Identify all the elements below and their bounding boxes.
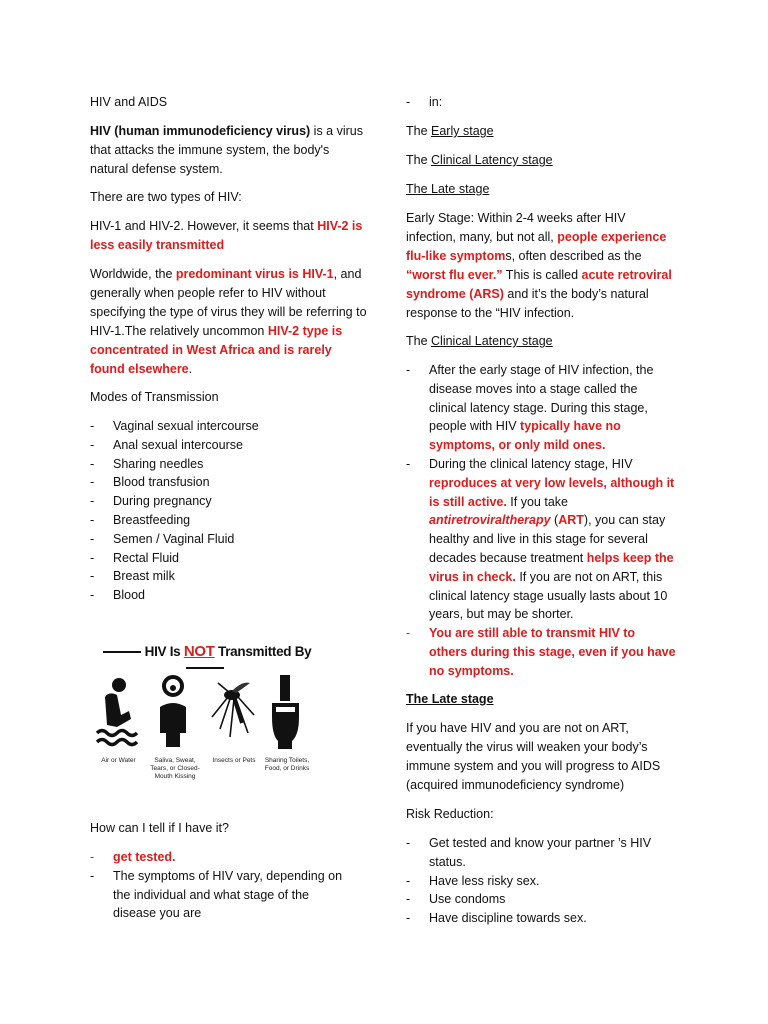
list-item: - Blood transfusion xyxy=(90,473,365,492)
title-rule-right xyxy=(186,667,224,669)
list-item: - Rectal Fluid xyxy=(90,549,365,568)
question-title: How can I tell if I have it? xyxy=(90,821,229,835)
clinical-title-line xyxy=(406,332,553,351)
clin2-highlight-3: ART xyxy=(558,513,584,528)
clin3-highlight: You are still able to transmit HIV to others during this stage, even if you have no symptoms. xyxy=(429,626,676,678)
title-rule-left xyxy=(103,651,141,653)
clin2-text-e: If you are not on ART, this clinical latency stage usually lasts about 10 years, but may be shorter. xyxy=(429,569,668,622)
list-item: - Have less risky sex. xyxy=(406,872,676,891)
caption-air-water: Air or Water xyxy=(101,757,136,764)
figure-title-not: NOT xyxy=(183,643,215,660)
early-highlight-2: “worst flu ever.” xyxy=(406,268,503,282)
risk-title: Risk Reduction: xyxy=(406,807,494,821)
list-item: - Sharing needles xyxy=(90,455,365,474)
hiv-definition-text: is a virus that attacks the immune system, the body's natural defense system. xyxy=(90,124,363,176)
list-item: - in: xyxy=(406,93,442,112)
stage-clinical-link: Clinical Latency stage xyxy=(431,153,553,167)
early-text-d: and it’s the body’s natural response to the “HIV infection. xyxy=(406,287,649,320)
late-paragraph: If you have HIV and you are not on ART, eventually the virus will weaken your body’s immune system and you will progress to AIDS (acquired immunodeficiency syndrome) xyxy=(406,721,661,792)
get-tested-text: get tested. xyxy=(113,850,176,864)
list-item xyxy=(406,624,676,680)
clinical-title: Clinical Latency stage xyxy=(431,334,553,348)
types-intro: There are two types of HIV: xyxy=(90,190,242,204)
clin1-highlight: typically have no symptoms, or only mild ones. xyxy=(429,419,621,453)
stage-early-link: Early stage xyxy=(431,124,494,138)
worldwide-text-a: Worldwide, the xyxy=(90,267,176,281)
clin2-highlight-1: reproduces at very low levels, although it is still active. xyxy=(429,475,675,509)
hiv-term: HIV (human immunodeficiency virus) xyxy=(90,124,311,138)
not-transmitted-figure xyxy=(90,635,320,785)
toilet-icon xyxy=(268,673,303,751)
early-highlight-1: people experience flu-like symptom xyxy=(406,230,667,263)
early-highlight-3: acute retroviral syndrome (ARS) xyxy=(406,268,672,301)
clin2-text-a: During the clinical latency stage, HIV xyxy=(429,456,633,471)
doc-title: HIV and AIDS xyxy=(90,95,168,109)
worldwide-paragraph xyxy=(90,265,368,379)
stage-clinical-line xyxy=(406,151,553,170)
early-stage-paragraph xyxy=(406,209,676,323)
caption-saliva: Saliva, Sweat, Tears, or Closed-Mouth Kissing xyxy=(150,757,200,780)
figure-title-b: Transmitted By xyxy=(214,644,312,659)
list-item: - Have discipline towards sex. xyxy=(406,909,676,928)
figure-title-a: HIV Is xyxy=(144,644,184,659)
list-item: - The symptoms of HIV vary, depending on the individual and what stage of the disease you are xyxy=(90,867,355,923)
list-item xyxy=(406,361,676,455)
hiv-definition xyxy=(90,122,365,179)
list-item: - Anal sexual intercourse xyxy=(90,436,365,455)
list-item: - Blood xyxy=(90,586,365,605)
list-item: - Breast milk xyxy=(90,567,365,586)
person-icon xyxy=(156,675,191,750)
top-list xyxy=(406,93,442,112)
swimming-icon xyxy=(95,675,140,750)
clin2-text-b: If you take xyxy=(506,494,568,509)
worldwide-text-c: . xyxy=(188,362,193,376)
worldwide-text-b: , and generally when people refer to HIV without specifying the type of virus they will be referring to HIV-1.The relatively uncommon xyxy=(90,267,367,338)
worldwide-highlight-1: predominant virus is HIV-1 xyxy=(175,267,334,281)
list-item: - Vaginal sexual intercourse xyxy=(90,417,365,436)
stage-late-line: The Late stage xyxy=(406,182,490,196)
stage-early-line xyxy=(406,122,494,141)
early-text-c: This is called xyxy=(502,268,582,282)
clinical-list xyxy=(406,361,676,681)
figure-title xyxy=(90,643,320,675)
caption-insects: Insects or Pets xyxy=(212,757,256,764)
clin2-highlight-4: helps keep the virus in check. xyxy=(429,550,674,584)
modes-title: Modes of Transmission xyxy=(90,390,219,404)
list-item: - Breastfeeding xyxy=(90,511,365,530)
list-item xyxy=(406,455,676,624)
modes-list xyxy=(90,417,365,605)
late-title: The Late stage xyxy=(406,692,494,706)
question-list xyxy=(90,848,355,923)
clin2-highlight-2: antiretroviraltherapy xyxy=(429,513,551,528)
early-text-a: Early Stage: Within 2-4 weeks after HIV infection, many, but not all, xyxy=(406,211,626,244)
types-text: HIV-1 and HIV-2. However, it seems that xyxy=(90,219,318,233)
list-item: - Get tested and know your partner ’s HIV status. xyxy=(406,834,676,872)
worldwide-highlight-2: HIV-2 type is concentrated in West Africa and is rarely found elsewhere xyxy=(90,324,343,376)
caption-sharing: Sharing Toilets, Food, or Drinks xyxy=(264,757,310,772)
clin1-text: After the early stage of HIV infection, the disease moves into a stage called the clinical latency stage. During this stage, people with HIV xyxy=(429,363,654,434)
stage-prefix: The xyxy=(406,124,432,138)
risk-list xyxy=(406,834,676,928)
mosquito-icon xyxy=(208,677,258,747)
list-item xyxy=(90,848,355,867)
stage-prefix: The xyxy=(406,334,432,348)
list-item: - During pregnancy xyxy=(90,492,365,511)
list-item: - Semen / Vaginal Fluid xyxy=(90,530,365,549)
clin2-text-c: ( xyxy=(550,513,559,528)
clin2-text-d: ), you can stay healthy and live in this stage for several decades because treatment xyxy=(429,513,666,565)
stage-prefix: The xyxy=(406,153,432,167)
types-paragraph xyxy=(90,217,365,255)
types-highlight: HIV-2 is less easily transmitted xyxy=(90,219,363,252)
list-item: - Use condoms xyxy=(406,890,676,909)
early-text-b: s, often described as the xyxy=(505,249,642,263)
